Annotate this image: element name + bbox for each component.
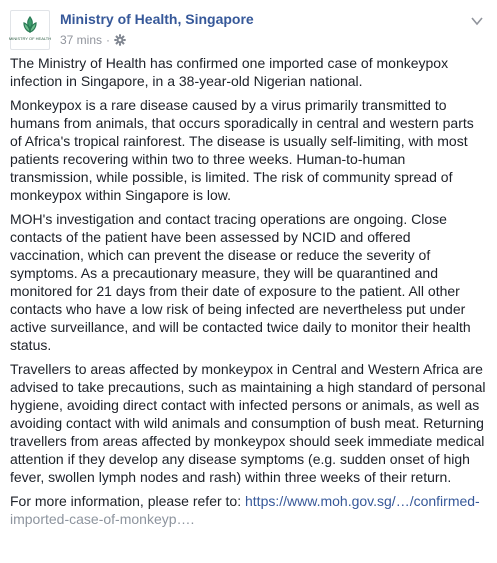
page-name-link[interactable]: Ministry of Health, Singapore	[60, 11, 254, 27]
post-paragraph-4: Travellers to areas affected by monkeypox in Central and Western Africa are advised to take precautions, such as maintaining a high standard of personal hygiene, avoiding direct contact with infected persons or animals, as well as avoiding contact with wild animals and consumption of bush meat. Returning travellers from areas affected by monkeypox should seek immediate medical attention if they develop any disease symptoms (e.g. sudden onset of high fever, swollen lymph nodes and rash) within three weeks of their return.	[10, 361, 486, 485]
more-info-paragraph	[10, 492, 488, 528]
avatar-caption: MINISTRY OF HEALTH	[8, 36, 52, 41]
post-paragraph-2: Monkeypox is a rare disease caused by a virus primarily transmitted to humans from animals, that occurs sporadically in central and western parts of Africa's tropical rainforest. The disease is usually self-limiting, with most patients recovering within two to three weeks. Human-to-human transmission, while possible, is limited. The risk of community spread of monkeypox within Singapore is low.	[10, 97, 474, 203]
post-paragraph-3: MOH's investigation and contact tracing operations are ongoing. Close contacts of the patient have been assessed by NCID and offered vaccination, which can prevent the disease or reduce the severity of symptoms. As a precautionary measure, they will be quarantined and monitored for 21 days from their date of exposure to the patient. All other contacts who have a low risk of being infected are nevertheless put under active surveillance, and will be contacted twice daily to monitor their health status.	[10, 211, 471, 353]
page-avatar[interactable]	[10, 10, 50, 50]
post-paragraph-1: The Ministry of Health has confirmed one imported case of monkeypox infection in Singapore, in a 38-year-old Nigerian national.	[10, 55, 449, 89]
post-meta	[60, 33, 126, 47]
more-info-prefix: For more information, please refer to:	[10, 493, 245, 509]
gear-icon[interactable]	[114, 34, 126, 46]
meta-separator: ·	[106, 33, 111, 47]
moh-link-continuation[interactable]: imported-case-of-monkeyp….	[10, 511, 195, 527]
chevron-down-icon[interactable]	[470, 14, 484, 28]
moh-logo-icon	[8, 11, 52, 49]
post-timestamp[interactable]: 37 mins	[60, 33, 103, 47]
post-body	[10, 54, 488, 528]
moh-link[interactable]: https://www.moh.gov.sg/…/confirmed-	[245, 493, 480, 509]
post-header	[10, 0, 488, 54]
